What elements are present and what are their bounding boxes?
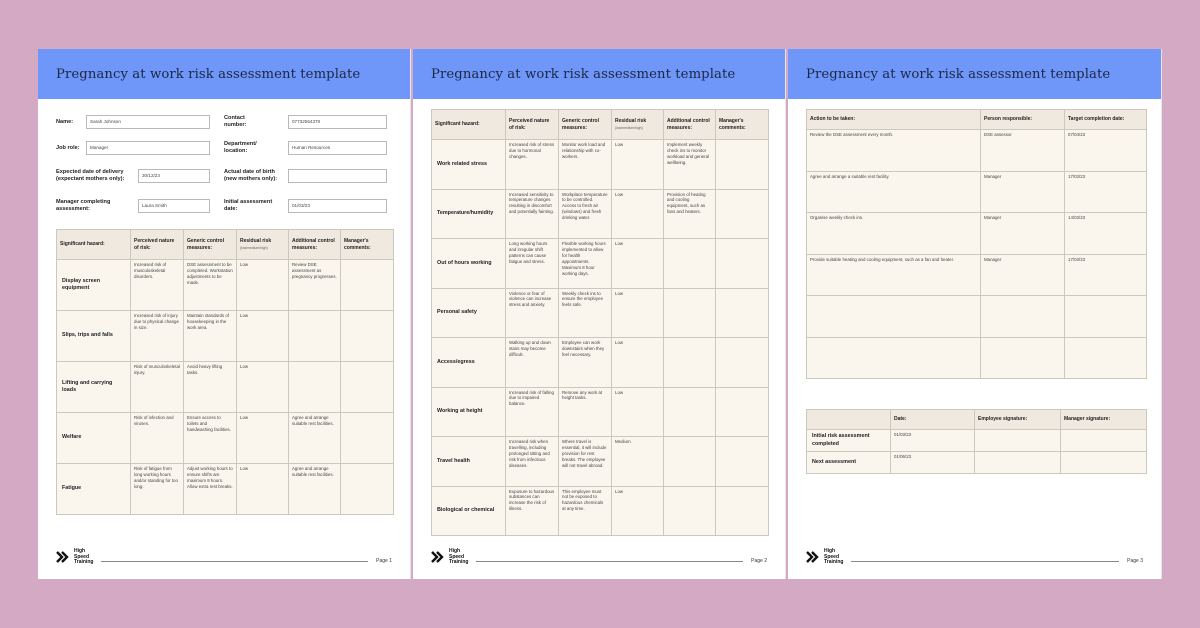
page-3-body <box>788 99 1161 474</box>
column-header-label: Significant hazard: <box>60 241 105 248</box>
form-field <box>224 109 392 135</box>
table-cell[interactable]: Where travel is essential, it will include provision for rest breaks. The employee will not travel abroad. <box>559 437 612 487</box>
column-header-label: Generic control measures: <box>187 237 224 251</box>
table-cell[interactable] <box>341 413 394 464</box>
table-cell[interactable]: Low <box>612 338 664 388</box>
action-table <box>806 109 1147 379</box>
hazard-cell: Fatigue <box>57 464 131 515</box>
table-cell[interactable]: Exposure to hazardous substances can increase the risk of illness. <box>506 486 559 536</box>
table-cell[interactable]: Low <box>612 387 664 437</box>
form-field <box>224 161 392 191</box>
table-row <box>57 413 394 464</box>
table-cell[interactable] <box>716 387 769 437</box>
page-1-body <box>38 99 410 515</box>
column-header <box>237 230 289 260</box>
page-title: Pregnancy at work risk assessment template <box>56 66 361 82</box>
table-cell[interactable] <box>341 311 394 362</box>
table-row <box>57 362 394 413</box>
hazard-cell: Travel health <box>432 437 506 487</box>
table-row <box>432 387 769 437</box>
risk-scale-hint: (low/medium/high) <box>615 125 643 130</box>
hazard-cell: Working at height <box>432 387 506 437</box>
hazard-cell: Out of hours working <box>432 239 506 289</box>
column-header-label: Additional control measures: <box>667 117 710 131</box>
column-header <box>131 230 184 260</box>
field-input[interactable]: Manager <box>86 141 210 155</box>
table-cell[interactable] <box>341 362 394 413</box>
table-cell[interactable] <box>1065 296 1147 338</box>
table-cell[interactable]: 01/06/23 <box>891 452 975 474</box>
risk-table-2 <box>431 109 769 536</box>
brand-logo <box>56 549 93 565</box>
page-2 <box>413 49 786 579</box>
page-title: Pregnancy at work risk assessment template <box>431 66 736 82</box>
table-cell[interactable]: Walking up and down stairs may become difficult. <box>506 338 559 388</box>
table-cell[interactable]: Increased sensitivity to temperature changes resulting in discomfort and potentially fainting. <box>506 189 559 239</box>
column-header-label: Significant hazard: <box>435 121 480 128</box>
table-cell[interactable] <box>341 464 394 515</box>
table-row <box>807 254 1147 296</box>
table-cell[interactable]: Organise weekly check ins. <box>807 213 981 255</box>
risk-table-1 <box>56 229 394 515</box>
hazard-cell: Display screen equipment <box>57 260 131 311</box>
column-header <box>184 230 237 260</box>
column-header <box>716 110 769 140</box>
page-3 <box>788 49 1162 579</box>
table-cell[interactable]: 07/04/23 <box>1065 130 1147 172</box>
table-cell[interactable]: This employee must not be exposed to hazardous chemicals at any time. <box>559 486 612 536</box>
personal-details-form <box>56 109 392 221</box>
table-cell[interactable]: 01/03/23 <box>891 430 975 452</box>
table-cell[interactable]: Manager <box>981 254 1065 296</box>
table-cell[interactable]: Long working hours and irregular shift patterns can cause fatigue and stress. <box>506 239 559 289</box>
table-cell[interactable]: Flexible working hours implemented to allow for health appointments. Maximum 8 hour working days. <box>559 239 612 289</box>
table-cell[interactable] <box>1065 337 1147 379</box>
table-cell[interactable] <box>1061 430 1147 452</box>
table-cell[interactable]: Monitor work load and relationship with co-workers. <box>559 140 612 190</box>
page-number: Page 3 <box>1127 558 1143 564</box>
page-number: Page 1 <box>376 558 392 564</box>
table-cell[interactable]: Low <box>612 140 664 190</box>
table-cell[interactable]: Risk of fatigue from long working hours and/or standing for too long. <box>131 464 184 515</box>
row-label: Next assessment <box>807 452 891 474</box>
table-row <box>57 311 394 362</box>
table-cell[interactable]: Adjust working hours to ensure shifts are maximum 8 hours. Allow extra rest breaks. <box>184 464 237 515</box>
table-cell[interactable] <box>1061 452 1147 474</box>
column-header: Employee signature: <box>975 410 1061 430</box>
column-header <box>432 110 506 140</box>
logo-icon <box>431 550 447 564</box>
page-footer <box>806 545 1143 565</box>
table-cell[interactable]: DSE assessment to be completed. Workstation adjustments to be made. <box>184 260 237 311</box>
hazard-cell: Welfare <box>57 413 131 464</box>
form-field <box>224 191 392 221</box>
table-cell[interactable] <box>716 437 769 487</box>
table-cell[interactable]: Low <box>237 413 289 464</box>
field-label: Expected date of delivery (expectant mothers only): <box>56 169 125 182</box>
field-input[interactable]: 07732564378 <box>288 115 387 129</box>
column-header <box>807 410 891 430</box>
column-header: Action to be taken: <box>807 110 981 130</box>
table-cell[interactable] <box>981 296 1065 338</box>
table-row <box>57 260 394 311</box>
hazard-cell: Personal safety <box>432 288 506 338</box>
title-band <box>788 49 1161 99</box>
table-cell[interactable]: Manager <box>981 171 1065 213</box>
table-row <box>807 296 1147 338</box>
table-cell[interactable] <box>716 338 769 388</box>
table-cell[interactable] <box>981 337 1065 379</box>
table-cell[interactable]: Risk of musculoskeletal injury. <box>131 362 184 413</box>
field-label: Job role: <box>56 144 80 151</box>
field-input[interactable]: 30/12/23 <box>138 169 210 183</box>
column-header <box>341 230 394 260</box>
table-cell[interactable]: Provide suitable heating and cooling equipment, such as a fan and heater. <box>807 254 981 296</box>
field-input[interactable]: Sarah Johnson <box>86 115 210 129</box>
hazard-cell: Biological or chemical <box>432 486 506 536</box>
row-label: Initial risk assessment completed <box>807 430 891 452</box>
table-cell[interactable]: Review the DSE assessment every month. <box>807 130 981 172</box>
column-header: Manager signature: <box>1061 410 1147 430</box>
table-cell[interactable] <box>716 486 769 536</box>
column-header-label: Manager's comments: <box>719 117 746 131</box>
field-input[interactable] <box>288 169 387 183</box>
table-cell[interactable]: 17/03/23 <box>1065 254 1147 296</box>
brand-logo <box>431 549 468 565</box>
form-field <box>224 135 392 161</box>
table-cell[interactable]: Low <box>612 486 664 536</box>
column-header <box>664 110 716 140</box>
table-cell[interactable]: Avoid heavy lifting tasks. <box>184 362 237 413</box>
column-header <box>57 230 131 260</box>
signature-table <box>806 409 1147 474</box>
table-cell[interactable]: Remove any work at height tasks. <box>559 387 612 437</box>
table-cell[interactable]: Review DSE assessment as pregnancy progresses. <box>289 260 341 311</box>
table-cell[interactable] <box>289 362 341 413</box>
table-cell[interactable]: Increased risk of injury due to physical change in size. <box>131 311 184 362</box>
table-cell[interactable]: Agree and arrange suitable rest facilities. <box>289 464 341 515</box>
column-header-label: Perceived nature of risk: <box>509 117 550 131</box>
column-header <box>289 230 341 260</box>
table-cell[interactable]: Violence or fear of violence can increase stress and anxiety. <box>506 288 559 338</box>
field-label: Manager completing assessment: <box>56 199 111 212</box>
table-cell[interactable]: Implement weekly check ins to monitor workload and general wellbeing. <box>664 140 716 190</box>
table-cell[interactable] <box>716 189 769 239</box>
table-cell[interactable] <box>716 140 769 190</box>
column-header-label: Residual risk <box>240 237 272 244</box>
table-cell[interactable]: Employee can work downstairs when they feel necessary. <box>559 338 612 388</box>
table-cell[interactable] <box>716 239 769 289</box>
table-cell[interactable]: Increased risk of falling due to impaired balance. <box>506 387 559 437</box>
table-cell[interactable]: Low <box>237 362 289 413</box>
page-number: Page 2 <box>751 558 767 564</box>
table-row <box>807 130 1147 172</box>
table-cell[interactable]: Maintain standards of housekeeping in the work area. <box>184 311 237 362</box>
footer-rule <box>476 561 743 562</box>
page-title: Pregnancy at work risk assessment template <box>806 66 1111 82</box>
table-cell[interactable]: Medium <box>612 437 664 487</box>
hazard-cell: Slips, trips and falls <box>57 311 131 362</box>
table-cell[interactable]: Workplace temperature to be controlled. Access to fresh air (windows) and fresh drinking water. <box>559 189 612 239</box>
table-cell[interactable] <box>664 486 716 536</box>
field-input[interactable]: 01/03/23 <box>288 199 387 213</box>
table-cell[interactable] <box>664 288 716 338</box>
table-row <box>57 464 394 515</box>
table-cell[interactable]: Increased risk when travelling, including prolonged sitting and risk from infectious diseases. <box>506 437 559 487</box>
table-cell[interactable]: Weekly check ins to ensure the employee feels safe. <box>559 288 612 338</box>
table-cell[interactable] <box>975 452 1061 474</box>
form-field <box>56 191 224 221</box>
column-header-label: Residual risk <box>615 117 647 124</box>
logo-icon <box>56 550 72 564</box>
table-cell[interactable]: Ensure access to toilets and handwashing facilities. <box>184 413 237 464</box>
hazard-cell: Work related stress <box>432 140 506 190</box>
table-row <box>432 486 769 536</box>
logo-icon <box>806 550 822 564</box>
field-input[interactable]: Laura Smith <box>138 199 210 213</box>
column-header <box>559 110 612 140</box>
title-band <box>413 49 785 99</box>
form-field <box>56 109 224 135</box>
field-label: Actual date of birth (new mothers only): <box>224 169 278 182</box>
table-row <box>432 239 769 289</box>
form-field <box>56 161 224 191</box>
table-cell[interactable]: Low <box>237 464 289 515</box>
page-footer <box>431 545 767 565</box>
table-cell[interactable]: Low <box>612 288 664 338</box>
table-cell[interactable]: DSE assessor <box>981 130 1065 172</box>
table-row <box>807 452 1147 474</box>
logo-text: High Speed Training <box>74 548 94 565</box>
table-cell[interactable]: Manager <box>981 213 1065 255</box>
field-label: Initial assessment date: <box>224 199 273 212</box>
column-header-label: Manager's comments: <box>344 237 371 251</box>
page-1 <box>38 49 411 579</box>
table-cell[interactable]: 14/03/23 <box>1065 213 1147 255</box>
column-header: Person responsible: <box>981 110 1065 130</box>
field-input[interactable]: Human Resources <box>288 141 387 155</box>
table-row <box>807 171 1147 213</box>
table-cell[interactable] <box>807 337 981 379</box>
hazard-cell: Temperature/humidity <box>432 189 506 239</box>
field-label: Contact number: <box>224 115 247 128</box>
table-cell[interactable] <box>664 437 716 487</box>
page-2-body <box>413 99 785 536</box>
column-header-label: Generic control measures: <box>562 117 599 131</box>
table-cell[interactable]: Increased risk of stress due to hormonal changes. <box>506 140 559 190</box>
column-header <box>506 110 559 140</box>
column-header <box>612 110 664 140</box>
table-row <box>432 189 769 239</box>
table-cell[interactable]: Agree and arrange a suitable rest facility. <box>807 171 981 213</box>
column-header-label: Perceived nature of risk: <box>134 237 175 251</box>
table-cell[interactable] <box>664 239 716 289</box>
table-cell[interactable]: Low <box>237 260 289 311</box>
hazard-cell: Lifting and carrying loads <box>57 362 131 413</box>
table-cell[interactable] <box>664 338 716 388</box>
table-cell[interactable]: 17/03/23 <box>1065 171 1147 213</box>
risk-scale-hint: (low/medium/high) <box>240 245 268 250</box>
table-row <box>432 437 769 487</box>
table-cell[interactable] <box>289 311 341 362</box>
table-cell[interactable] <box>716 288 769 338</box>
table-row <box>807 337 1147 379</box>
logo-text: High Speed Training <box>449 548 469 565</box>
table-cell[interactable] <box>341 260 394 311</box>
table-cell[interactable] <box>807 296 981 338</box>
table-cell[interactable]: Low <box>237 311 289 362</box>
form-field <box>56 135 224 161</box>
column-header-label: Additional control measures: <box>292 237 335 251</box>
table-cell[interactable]: Low <box>612 189 664 239</box>
table-row <box>432 288 769 338</box>
table-row <box>432 140 769 190</box>
hazard-cell: Access/egress <box>432 338 506 388</box>
column-header: Date: <box>891 410 975 430</box>
table-cell[interactable]: Risk of infection and viruses. <box>131 413 184 464</box>
field-label: Name: <box>56 118 74 125</box>
table-cell[interactable] <box>664 387 716 437</box>
field-label: Department/ location: <box>224 141 257 154</box>
table-cell[interactable]: Increased risk of musculoskeletal disorders. <box>131 260 184 311</box>
table-cell[interactable]: Provision of heating and cooling equipment, such as fans and heaters. <box>664 189 716 239</box>
footer-rule <box>101 561 368 562</box>
table-cell[interactable] <box>975 430 1061 452</box>
brand-logo <box>806 549 843 565</box>
table-row <box>807 430 1147 452</box>
table-row <box>432 338 769 388</box>
column-header: Target completion date: <box>1065 110 1147 130</box>
title-band <box>38 49 410 99</box>
table-cell[interactable]: Agree and arrange suitable rest facilities. <box>289 413 341 464</box>
logo-text: High Speed Training <box>824 548 844 565</box>
table-cell[interactable]: Low <box>612 239 664 289</box>
page-footer <box>56 545 392 565</box>
table-row <box>807 213 1147 255</box>
footer-rule <box>851 561 1119 562</box>
